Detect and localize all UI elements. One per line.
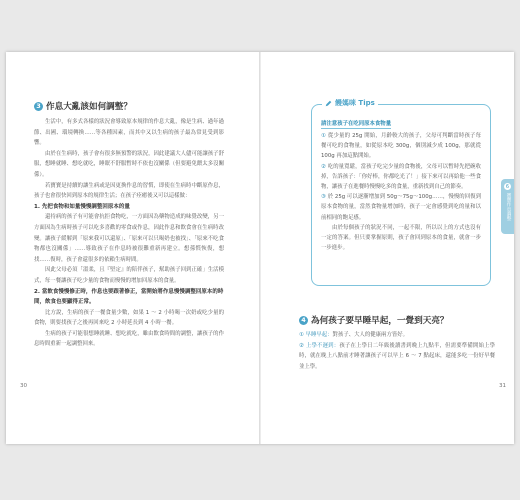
tip-item: ① 從少量的 25g 開始，月齡較大的孩子，父母可判斷當時孩子每餐可吃的食物量，如從原本吃 300g，個別減少成 100g，那就從 100g 再加這點開始。 [321,133,481,160]
reason-item: ① 早睡早起：對孩子、大人的健康兩方皆好。 [299,332,409,338]
page-number-left: 30 [20,383,28,389]
paragraph: 生病的孩子可能很想睡就睡、想吃就吃，雖由飲食時間的調整，讓孩子的作息時間重新一起調整回來。 [34,330,224,348]
chapter-label: 寶寶作息調整 [506,193,511,221]
book-spread [6,52,514,444]
tip-mark: ② [321,163,326,170]
tips-question: 請注意孩子在吃同原本食物量 [321,121,392,127]
tip-item: ② 吃的量寬鬆，當孩子吃完少量的食物後，父母可以暫時先把碗收掉，告訴孩子：「你好棒，你都吃光了！」接下來可以再給他一些食物，讓孩子在進餐時慢慢吃多的食量，重新找到自己的節奏。 [321,163,481,191]
chapter-side-tab [501,179,514,234]
tips-title: 饅媽咪 Tips [335,99,375,107]
tip-mark: ③ [321,194,326,201]
paragraph: 生活中，有多式各樣的狀況會導致原本規律的作息大亂，像是生病、過年過節、出國、環境轉換……等各種因素，而其中又以生病的孩子最為常見受到影響。 [34,119,224,147]
tips-box [311,99,491,286]
section-heading-4 [299,314,495,326]
section-title: 作息大亂該如何調整？ [46,102,132,112]
page-number-right: 31 [499,383,507,389]
section-heading-3 [34,100,224,112]
paragraph: 因此父母必須「溫柔，且『堅定』的陪伴孩子，幫助孩子回到正確」生活模式，每一餐讓孩子吃少量的食物而慢慢的增加回原本的食量。 [34,267,224,284]
tips-conclusion: 由於每個孩子的狀況不同，一起不限，所以以上的方式也沒有一定的答案。但只要掌握原則，孩子會回到原本的食量，就會一步一步進步。 [321,224,481,252]
right-text-column [299,314,495,372]
tip-mark: ① [321,133,327,139]
right-page [261,52,514,444]
paragraph: 還持病的孩子有可能會抗拒食物吃，一方面因為藥物造成的味覺改變，另一方面因為生病時孩子可以吃多喜歡的零食或作息，因此作息和飲食會在生病時改變。讓孩子緩解到「原來我可以還原」、「原來可以只喝奶也被找」、「原來不吃食物都也沒關係」……導致孩子在作息時被很難重新再建立。想孫慣恢復，想找……復時，孩子會還很多的依賴生病時間。 [34,214,224,263]
tips-body [321,131,481,253]
pencil-icon [325,100,332,107]
section-title: 為何孩子要早睡早起，一覺到天亮？ [311,316,449,326]
section-number: 4 [299,316,308,325]
tips-header [322,98,378,108]
tip-item: ③ 於 25g 可以逐漸增加到 50g～75g～100g……，慢慢的回復到原本食物的量，當然食物量增加時，孩子一定會感覺到吃的量和以前相同的飽足感。 [321,194,481,221]
subheading-1: 1. 先把食物和如量慢慢調整回原本的量 [34,203,130,210]
left-page [6,52,259,444]
chapter-number: 6 [505,183,510,190]
section-number: 3 [34,102,43,111]
reason-item: ② 上學不遲到：孩子在上學日二年級後讀書到晚上九點半，但需要準備開始上學時，就在晚上八點前才睡著讓孩子可以早上 6 ～ 7 點起床，還能多吃一份好早餐並上學。 [299,342,495,370]
paragraph: 由於在生病時，孩子會有很多無預警的狀況，因此建議大人儘可能讓孩子舒服，想睡就睡、想吃就吃，睡眠不舒服暫時不依也沒關係（但要避免餵太多沒關係）。 [34,150,224,178]
paragraph: 比方說，生病的孩子一餐食量少數，如果 1 ～ 2 小時喝一次奶或吃少量的食物，則要找孩子之後再回來吃 2 小時延長到 4 小時一餐。 [34,309,224,327]
subheading-2: 2. 當飲食慢慢修正時，作息也要跟著修正，當開始將作息慢慢調整回原本的時間，飲食也要顯得正常。 [34,288,224,306]
left-text-column [34,100,224,350]
paragraph: 若寶寶是持續的讓生病或是因更換作息的習慣，即使在生病時中斷原作息，孩子也會很快回到原本的規律生活；在孩子痊癒後又可以這樣做： [34,182,224,200]
